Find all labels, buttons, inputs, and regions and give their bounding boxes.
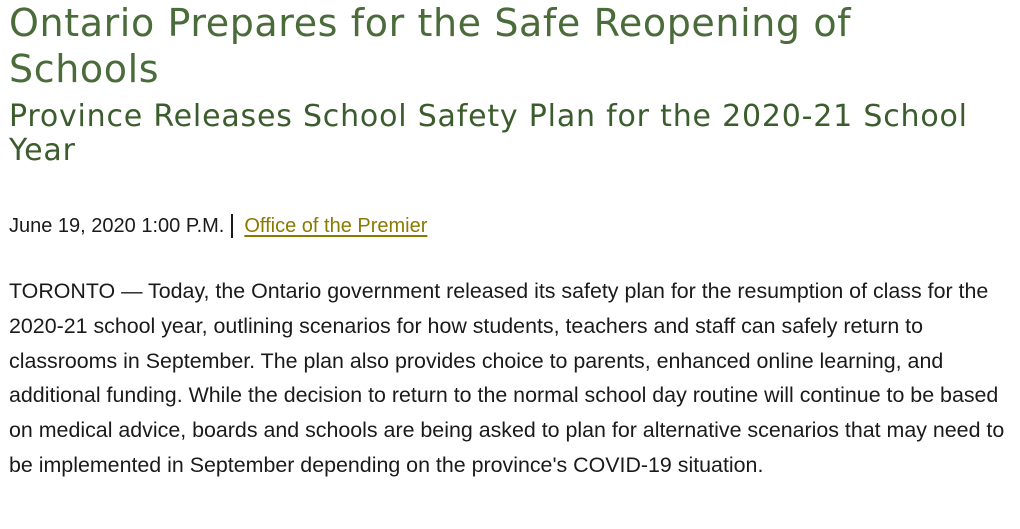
office-of-the-premier-link[interactable]: Office of the Premier <box>244 215 428 237</box>
subheadline: Province Releases School Safety Plan for the 2020-21 School Year <box>9 99 968 168</box>
body-paragraph: TORONTO — Today, the Ontario government released its safety plan for the resumption of class for the 2020-21 school year, outlining scenarios for how students, teachers and staff can safely return to classrooms in September. The plan also provides choice to parents, enhanced online learning, and additional funding. While the decision to return to the normal school day routine will continue to be based on medical advice, boards and schools are being asked to plan for alternative scenarios that may need to be implemented in September depending on the province's COVID-19 situation. <box>9 279 1005 477</box>
release-date: June 19, 2020 1:00 P.M. <box>9 215 225 237</box>
release-meta <box>9 214 1009 238</box>
meta-divider <box>231 214 233 238</box>
news-release <box>9 0 1009 483</box>
headline: Ontario Prepares for the Safe Reopening of Schools <box>9 1 852 91</box>
